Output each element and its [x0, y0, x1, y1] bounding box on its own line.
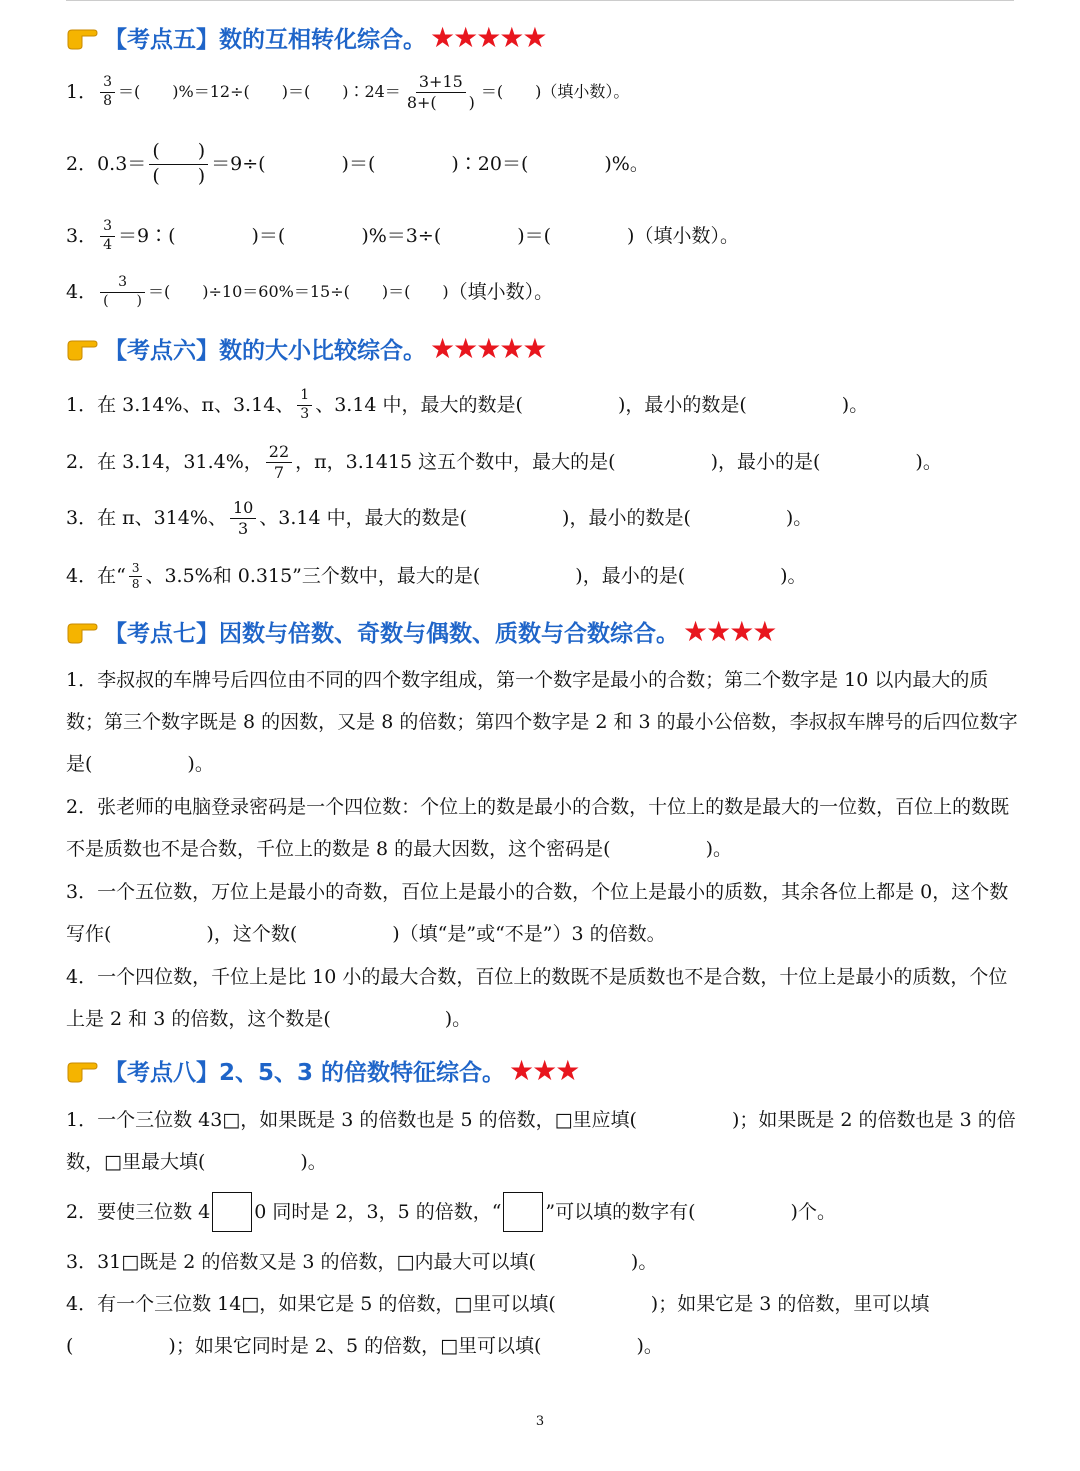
- section-title: 【考点八】2、5、3 的倍数特征综合。: [104, 1059, 506, 1086]
- question-5-2: 2．0.3＝ $\frac{( )}{( )}$ ＝9÷( )＝( )∶20＝( )%。: [66, 139, 649, 187]
- section-heading-6: [66, 328, 546, 368]
- question-6-3: 3．在 π、314%、 $\frac{10}{3}$ 、3.14̇ 中，最大的数是( )，最小的数是( )。: [66, 497, 813, 538]
- top-rule: [66, 0, 1014, 1]
- section-heading-5: [66, 17, 546, 57]
- star-rating: ★★★★: [683, 614, 776, 648]
- question-6-1: 1．在 3.14%、π、3.14、 $\frac{1}{3}$ 、3.14̇ 中，最大的数是( )，最小的数是( )。: [66, 387, 869, 422]
- question-7-2: 2．张老师的电脑登录密码是一个四位数：个位上的数是最小的合数，十位上的数是最大的一位数，百位上的数既不是质数也不是合数，千位上的数是 8 的最大因数，这个密码是( )。: [66, 796, 1010, 860]
- blank-box: [212, 1192, 252, 1232]
- blank-box: [503, 1192, 543, 1232]
- section-title: 【考点七】因数与倍数、奇数与偶数、质数与合数综合。: [104, 620, 679, 647]
- question-6-2: 2．在 3.14，31.4%， $\frac{22}{7}$ ，π，3.1415 这五个数中，最大的是( )，最小的是( )。: [66, 441, 942, 482]
- question-8-4: 4．有一个三位数 14□，如果它是 5 的倍数，□里可以填( )；如果它是 3 的倍数，里可以填( )；如果它同时是 2、5 的倍数，□里可以填( )。: [66, 1293, 930, 1357]
- pointing-hand-icon: [66, 618, 98, 644]
- star-rating: ★★★★★: [430, 20, 546, 54]
- fraction: $\frac{( )}{( )}$: [149, 140, 208, 189]
- section-heading-7: [66, 611, 775, 651]
- star-rating: ★★★★★: [430, 331, 546, 365]
- question-7-1: 1．李叔叔的车牌号后四位由不同的四个数字组成，第一个数字是最小的合数；第二个数字是 10 以内最大的质数；第三个数字既是 8 的因数，又是 8 的倍数；第四个数字是 2 和 3 的最小公倍数，李叔叔车牌号的后四位数字是( )。: [66, 669, 1018, 775]
- question-5-1: 1． $\frac{3}{8}$ ＝( )%＝12÷( )＝( )∶24＝ $\frac{3+15}{8+( )}$ ＝( )（填小数）。: [66, 71, 630, 112]
- section-heading-8: [66, 1050, 578, 1090]
- question-5-4: 4． $\frac{3}{( )}$ ＝( )÷10＝60%＝15÷( )＝( ) （填小数）。: [66, 274, 554, 309]
- question-8-2: 2．要使三位数 4 0 同时是 2，3，5 的倍数，“ ”可以填的数字有( )个。: [66, 1190, 1022, 1234]
- question-7-4: 4．一个四位数，千位上是比 10 小的最大合数，百位上的数既不是质数也不是合数，十位上是最小的质数，个位上是 2 和 3 的倍数，这个数是( )。: [66, 966, 1008, 1030]
- question-8-1: 1．一个三位数 43□，如果既是 3 的倍数也是 5 的倍数，□里应填( )；如果既是 2 的倍数也是 3 的倍数，□里最大填( )。: [66, 1109, 1016, 1173]
- section-title: 【考点六】数的大小比较综合。: [104, 337, 426, 364]
- question-5-3: 3． $\frac{3}{4}$ ＝9∶( )＝( )%＝3÷( )＝( )（填小数）。: [66, 218, 739, 253]
- question-6-4: 4．在“ $\frac{3}{8}$ 、3.5%和 0.315”三个数中，最大的是( )，最小的是( )。: [66, 560, 807, 591]
- fraction: $\frac{1}{3}$: [297, 387, 312, 423]
- section-title: 【考点五】数的互相转化综合。: [104, 26, 426, 53]
- pointing-hand-icon: [66, 1057, 98, 1083]
- star-rating: ★★★: [509, 1053, 579, 1087]
- fraction: $\frac{3}{8}$: [100, 74, 115, 110]
- fraction: $\frac{22}{7}$: [266, 442, 292, 483]
- page-number: 3: [535, 1414, 545, 1429]
- pointing-hand-icon: [66, 24, 98, 50]
- fraction: $\frac{10}{3}$: [230, 498, 256, 539]
- fraction: $\frac{3}{4}$: [100, 218, 115, 254]
- question-8-3: 3．31□既是 2 的倍数又是 3 的倍数，□内最大可以填( )。: [66, 1251, 658, 1273]
- fraction: $\frac{3+15}{8+( )}$: [406, 71, 475, 112]
- question-7-3: 3．一个五位数，万位上是最小的奇数，百位上是最小的合数，个位上是最小的质数，其余各位上都是 0，这个数写作( )，这个数( )（填“是”或“不是”）3 的倍数。: [66, 881, 1009, 945]
- pointing-hand-icon: [66, 335, 98, 361]
- fraction: $\frac{3}{8}$: [129, 561, 143, 592]
- fraction: $\frac{3}{( )}$: [100, 274, 145, 310]
